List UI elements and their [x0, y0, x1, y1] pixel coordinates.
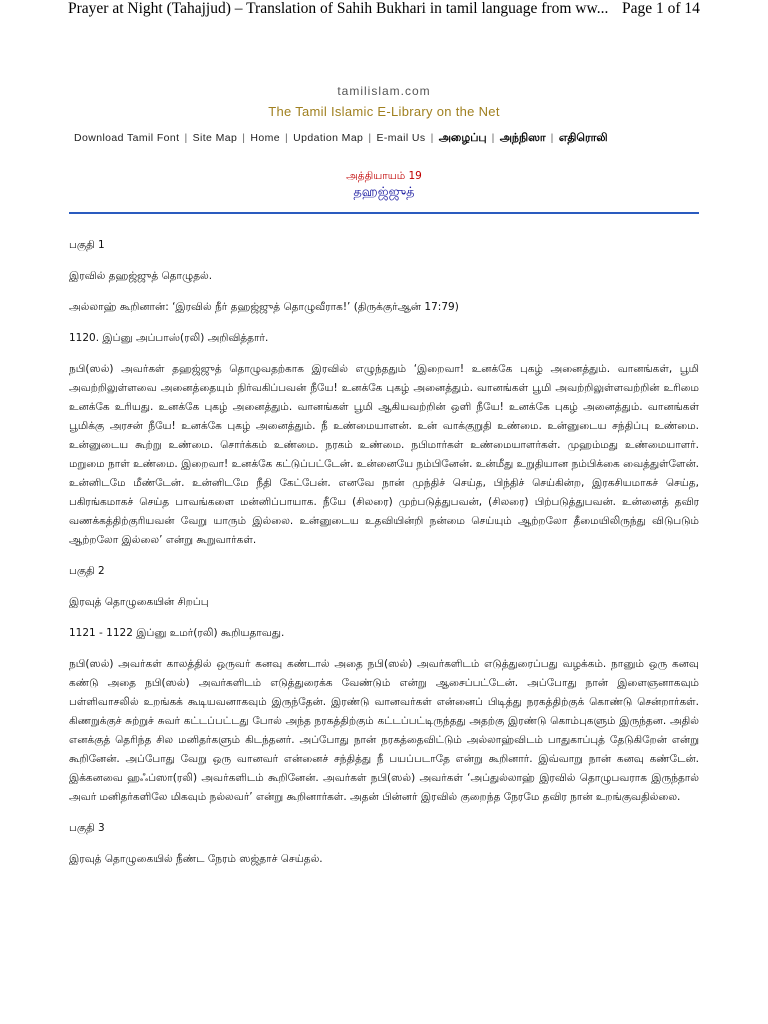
- section-label: பகுதி 3: [69, 822, 105, 834]
- article-body: [69, 236, 699, 881]
- chapter-heading: [0, 170, 768, 201]
- site-nav: [74, 131, 714, 146]
- page-number: Page 1 of 14: [622, 0, 700, 17]
- quran-quote: அல்லாஹ் கூறினான்: ‘இரவில் நீர் தஹஜ்ஜுத் தொழுவீராக!’ (திருக்குர்ஆன் 17:79): [69, 301, 459, 313]
- nav-separator: |: [184, 132, 188, 144]
- hadith-text: நபி(ஸல்) அவர்கள் காலத்தில் ஒருவர் கனவு கண்டால் அதை நபி(ஸல்) அவர்களிடம் எடுத்துரைப்பது வழக்கம். நானும் ஒரு கனவு கண்டு அதை நபி(ஸல்) அவர்களிடம் எடுத்துரைக்க வேண்டும் என்று ஆசைப்பட்டேன். அப்போது நான் இளைஞனாகவும் பள்ளிவாசலில் உறங்கக் கூடியவனாகவும் இருந்தேன். இரண்டு வானவர்கள் என்னைப் பிடித்து நரகத்திற்குக் கொண்டு சென்றார்கள். கிணறுக்குச் சுற்றுச் சுவர் கட்டப்பட்டது போல் அந்த நரகத்திற்கும் கட்டப்பட்டிருந்தது அதற்கு இரண்டு கொம்புகளும் இருந்தன. அதில் எனக்குத் தெரிந்த சில மனிதர்களும் கிடந்தனர். அப்போது நான் நரகத்தைவிட்டும் அல்லாஹ்விடம் பாதுகாப்புத் தேடுகிறேன் என்று கூறினேன். அப்போது வேறு ஒரு வானவர் என்னைச் சந்தித்து நீ பயப்படாதே என்று கூறினார். இவ்வாறு நான் கனவு கண்டேன். இக்கனவை ஹஃப்ஸா(ரலி) அவர்களிடம் கூறினேன். அவர்கள் நபி(ஸல்) அவர்கள் ‘அப்துல்லாஹ் இரவில் தொழுபவராக இருந்தால் அவர் மனிதர்களிலே மிகவும் நல்லவர்’ என்று கூறினார்கள். அதன் பின்னர் இரவில் குறைந்த நேரமே தவிர நான் உறங்குவதில்லை.: [69, 658, 699, 803]
- nav-link-home[interactable]: Home: [250, 132, 280, 144]
- hadith-text: நபி(ஸல்) அவர்கள் தஹஜ்ஜுத் தொழுவதற்காக இரவில் எழுந்ததும் ‘இறைவா! உனக்கே புகழ் அனைத்தும். வானங்கள், பூமி அவற்றிலுள்ளவை அனைத்தையும் நிர்வகிப்பவன் நீயே! உனக்கே புகழ் அனைத்தும். வானங்கள் பூமி அவற்றிலுள்ளவற்றின் உரிமை உனக்கே உரியது. உனக்கே புகழ் அனைத்தும். வானங்கள் பூமி ஆகியவற்றின் ஒளி நீயே! உனக்கே புகழ் அனைத்தும். வானங்கள் பூமிக்கு அரசன் நீயே! உனக்கே புகழ் அனைத்தும். நீ உண்மையாளன். உன் வாக்குறுதி உண்மை. உன்னுடைய சந்திப்பு உண்மை. உன்னுடைய கூற்று உண்மை. சொர்க்கம் உண்மை. நரகம் உண்மை. நபிமார்கள் உண்மையாளர்கள். முஹம்மது உண்மையாளர். மறுமை நாள் உண்மை. இறைவா! உனக்கே கட்டுப்பட்டேன். உன்னையே நம்பினேன். உன்மீது உறுதியான நம்பிக்கை வைத்துள்ளேன். உன்னிடமே மீண்டேன். உன்னிடமே நீதி கேட்பேன். எனவே நான் முந்திச் செய்த, பிந்திச் செய்கின்ற, இரகசியமாகச் செய்த, பகிரங்கமாகச் செய்த பாவங்களை மன்னிப்பாயாக. நீயே (சிலரை) முற்படுத்துபவன், (சிலரை) பிற்படுத்துபவன். உன்னைத் தவிர வணக்கத்திற்குரியவன் வேறு யாரும் இல்லை. உன்னுடைய உதவியின்றி நன்மை செய்யும் ஆற்றலோ தீமையிலிருந்து விடுபடும் ஆற்றலோ இல்லை’ என்று கூறுவார்கள்.: [69, 363, 699, 546]
- nav-separator: |: [242, 132, 246, 144]
- section-label: பகுதி 2: [69, 565, 105, 577]
- nav-link-email[interactable]: E-mail Us: [376, 132, 426, 144]
- nav-link-download-font[interactable]: Download Tamil Font: [74, 132, 180, 144]
- site-tagline: The Tamil Islamic E-Library on the Net: [268, 104, 500, 119]
- section-heading: இரவில் தஹஜ்ஜுத் தொழுதல்.: [69, 270, 213, 282]
- page-header: [0, 0, 768, 24]
- nav-link-annisa[interactable]: அந்நிஸா: [499, 131, 546, 144]
- nav-separator: |: [284, 132, 289, 144]
- page-header-title: Prayer at Night (Tahajjud) – Translation of Sahih Bukhari in tamil language from ww...: [68, 0, 609, 17]
- nav-link-invitation[interactable]: அழைப்பு: [438, 131, 487, 144]
- nav-separator: |: [430, 132, 434, 144]
- nav-separator: |: [368, 132, 372, 144]
- section-label: பகுதி 1: [69, 239, 105, 251]
- nav-separator: |: [491, 132, 495, 144]
- hadith-reference: 1121 - 1122 இப்னு உமர்(ரலி) கூறியதாவது.: [69, 627, 285, 639]
- chapter-number: அத்தியாயம் 19: [346, 170, 422, 182]
- section-heading: இரவுத் தொழுகையின் சிறப்பு: [69, 596, 209, 608]
- nav-link-updation-map[interactable]: Updation Map: [293, 132, 364, 144]
- chapter-title: தஹஜ்ஜுத்: [353, 185, 415, 200]
- nav-separator: |: [550, 132, 554, 144]
- divider-line: [69, 212, 699, 214]
- section-heading: இரவுத் தொழுகையில் நீண்ட நேரம் ஸஜ்தாச் செய்தல்.: [69, 853, 323, 865]
- site-banner: [0, 84, 768, 119]
- hadith-reference: 1120. இப்னு அப்பாஸ்(ரலி) அறிவித்தார்.: [69, 332, 269, 344]
- nav-link-ethiroli[interactable]: எதிரொலி: [558, 131, 608, 144]
- site-domain: tamilislam.com: [337, 84, 431, 98]
- nav-link-site-map[interactable]: Site Map: [192, 132, 238, 144]
